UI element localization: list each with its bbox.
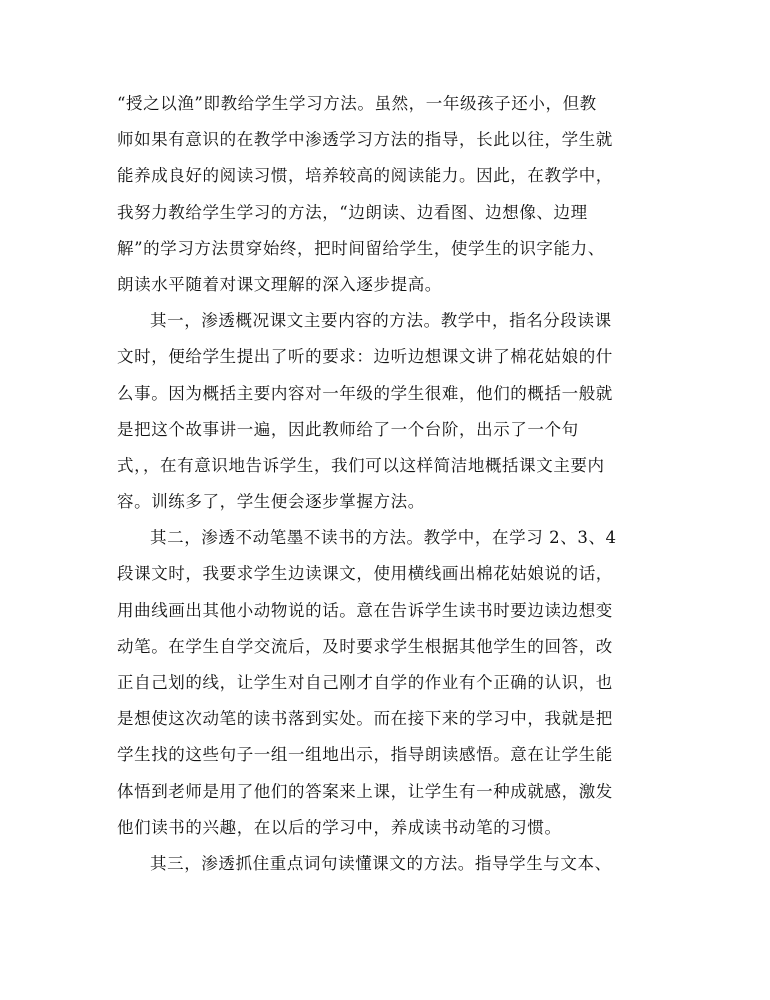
text-line: 用曲线画出其他小动物说的话。意在告诉学生读书时要边读边想变 [117,600,613,620]
text-line: 师如果有意识的在教学中渗透学习方法的指导，长此以往，学生就 [117,130,613,150]
text-line: 文时，便给学生提出了听的要求：边听边想课文讲了棉花姑娘的什 [117,347,613,367]
text-line: 体悟到老师是用了他们的答案来上课，让学生有一种成就感，激发 [117,781,613,801]
paragraph-first-line: 其二，渗透不动笔墨不读书的方法。教学中，在学习 2、3、4 [150,528,617,548]
paragraph-first-line: 其一，渗透概况课文主要内容的方法。教学中，指名分段读课 [150,311,612,331]
text-line: 解”的学习方法贯穿始终，把时间留给学生，使学生的识字能力、 [117,238,605,258]
text-line: 正自己划的线，让学生对自己刚才自学的作业有个正确的认识，也 [117,673,613,692]
text-line: 式，，在有意识地告诉学生，我们可以这样简洁地概括课文主要内 [117,455,605,475]
text-line: 能养成良好的阅读习惯，培养较高的阅读能力。因此，在教学中， [117,166,613,186]
paragraph-first-line: 其三，渗透抓住重点词句读懂课文的方法。指导学生与文本、 [150,853,612,873]
text-line: 动笔。在学生自学交流后，及时要求学生根据其他学生的回答，改 [117,636,613,656]
text-line: 他们读书的兴趣，在以后的学习中，养成读书动笔的习惯。 [117,817,562,837]
text-line: 么事。因为概括主要内容对一年级的学生很难，他们的概括一般就 [117,383,613,403]
text-line: 容。训练多了，学生便会逐步掌握方法。 [117,492,425,512]
text-line: “授之以渔”即教给学生学习方法。虽然，一年级孩子还小，但教 [117,94,597,113]
text-line: 我努力教给学生学习的方法，“边朗读、边看图、边想像、边理 [117,202,588,222]
document-body [117,86,645,882]
text-line: 段课文时，我要求学生边读课文，使用横线画出棉花姑娘说的话， [117,564,613,584]
text-line: 朗读水平随着对课文理解的深入逐步提高。 [117,274,442,294]
text-line: 学生找的这些句子一组一组地出示，指导朗读感悟。意在让学生能 [117,745,613,765]
text-line: 是想使这次动笔的读书落到实处。而在接下来的学习中，我就是把 [117,709,613,729]
text-line: 是把这个故事讲一遍，因此教师给了一个台阶，出示了一个句 [117,419,579,439]
